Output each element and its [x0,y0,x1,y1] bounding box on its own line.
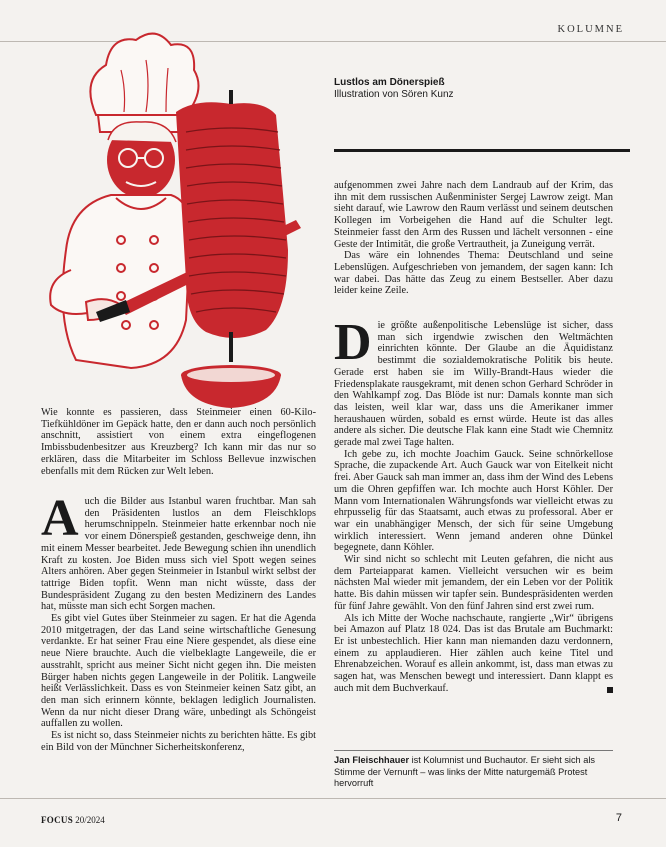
paragraph: Wir sind nicht so schlecht mit Leuten gefahren, die nicht aus dem Parteiapparat kamen. Vielleicht versuchen wir es beim nächsten Mal wieder mit jemandem, der ein Leben vor der Politik hatte. Bis dahin müssen wir tapfer sein. Bundespräsidenten werden für fünf Jahre gewählt. Von den fünf Jahren sind erst zwei rum. [334,554,613,612]
paragraph [334,314,613,449]
author-bio-text: ist Kolumnist und Buchautor. Er sieht sich als Stimme der Vernunft – was links der Mitte naturgemäß Protest hervorruft [334,755,595,788]
caption-title: Lustlos am Dönerspieß [334,77,445,88]
intro-paragraph: Wie konnte es passieren, dass Steinmeier einen 60-Kilo-Tiefkühldöner im Gepäck hatte, den er dann auch noch persönlich anschnitt, assistiert von einem extra eingeflogenen Imbissbudenbesitzer aus Kreuzberg? Ich kann mir das nur so erklären, dass die Mitarbeiter im Schloss Bellevue inzwischen ebenfalls mit dem Rücken zur Welt leben. [41,407,316,477]
bowl-icon [181,365,281,408]
paragraph-text: uch die Bilder aus Istanbul waren fruchtbar. Man sah den Präsidenten lustlos an dem Fleischklops herumschnippeln. Steinmeier hatte erkennbar noch nie vor einem Dönerspieß gestanden, geschweige denn, ihn mit einem Messer bearbeitet. Jede Bewegung schien ihn unendlich Kraft zu kosten. Joe Biden muss sich viel Spott wegen seines Alters anhören. Aber gegen Steinmeier in Istanbul wirkt selbst der tattrige Biden topfit. Wenn man nicht wüsste, dass der Bundespräsident Zugang zu den besten Medizinern des Landes hat, müsste man sich echt Sorgen machen. [41,496,316,613]
doner-spit-icon [176,90,288,362]
page-number: 7 [615,812,622,824]
paragraph-text: Als ich Mitte der Woche nachschaute, rangierte „Wir“ übrigens bei Amazon auf Platz 18 024. Das ist das Brutale am Buchmarkt: Er ist unbestechlich. Hier kann man niemanden dazu verdonnern, einem zu applaudieren. Hier zählen auch keine Titel und Ehrenabzeichen. Worauf es allein ankommt, ist, dass man etwas zu sagen hat, was Menschen bewegt und interessiert. Dann klappt es auch mit dem Buchverkauf. [334,612,613,694]
paragraph: aufgenommen zwei Jahre nach dem Landraub auf der Krim, das ihn mit dem russischen Außenminister Sergej Lawrow zeigt. Man sieht darauf, wie Lawrow den Raum verlässt und seinem deutschen Kollegen im Vorbeigehen die Hand auf die Schulter legt. Steinmeier fasst den Arm des Russen und lächelt versonnen - eine Geste der Intimität, die große Vertrautheit, ja Zuneigung verrät. [334,180,613,250]
section-rubric: KOLUMNE [557,24,624,35]
paragraph [41,490,316,613]
paragraph [334,613,613,695]
end-mark-icon [607,687,613,693]
illustration-caption [334,77,624,101]
paragraph: Das wäre ein lohnendes Thema: Deutschland und seine Lebenslügen. Aufgeschrieben von jemandem, der sagen kann: Ich war dabei. Das hätte das Zeug zu einem Bestseller. Aber dazu leider keine Zeile. [334,250,613,297]
magazine-name: FOCUS [41,815,74,825]
bio-divider [334,750,613,751]
author-name: Jan Fleischhauer [334,755,410,765]
paragraph: Es gibt viel Gutes über Steinmeier zu sagen. Er hat die Agenda 2010 mitgetragen, der das Land seine wirtschaftliche Genesung verdankte. Er hat seiner Frau eine Niere gespendet, als diese eine neue Niere brauchte. Auch die vielbeklagte Langeweile, die er ausstrahlt, spricht aus meiner Sicht nicht gegen ihn. Die meisten Bürger haben nichts gegen Langeweile in der Politik. Langweile heißt Verlässlichkeit. Dass es von Steinmeier keinen Satz gibt, an den man sich erinnern könnte, beklagen lediglich Journalisten. Wenn da nur nicht dieser Drang wäre, unbedingt als Schöngeist auffallen zu wollen. [41,613,316,730]
paragraph-text: ie größte außenpolitische Lebenslüge ist sicher, dass man sich irgendwie zwischen den Weltmächten einrichten könnte. Der Glaube an die Äquidistanz bestimmt die sozialdemokratische Politik bis heute. Gerade erst haben sie im Willy-Brandt-Haus wieder die Friedensplakate rausgekramt, mit denen schon Gerhard Schröder in den Wahlkampf zog. Das Blöde ist nur: Damals konnte man sich das leisten, weil klar war, dass uns die Amerikaner immer heraushauen würden, sobald es ernst würde. Heute ist das alles andere als sicher. Die deutsche Flak kann eine Stadt wie Chemnitz gerade mal zwei Tage halten. [334,320,613,449]
left-column-intro [41,407,316,477]
paragraph: Ich gebe zu, ich mochte Joachim Gauck. Seine schnörkellose Sprache, die zupackende Art. Auch Gauck war von Eitelkeit nicht frei. Aber Gauck sah man immer an, dass ihm der Wind des Lebens um die Ohren gepfiffen war. Ich mochte auch Horst Köhler. Der Mann vom Internationalen Währungsfonds war vielleicht etwas zu ehrpusselig für das Staatsamt, auch etwas zu professoral. Aber er war ein unabhängiger Mensch, der sich für seine Umgebung wirklich interessiert. Wenn jemand anderen ohne Dünkel begegnete, dann Köhler. [334,448,613,554]
footer-issue [41,815,105,825]
footer-divider [0,798,666,799]
chef-face-icon [107,122,176,198]
doner-chef-illustration [26,20,326,410]
caption-credit: Illustration von Sören Kunz [334,89,454,100]
drop-cap: D [334,314,372,371]
paragraph: Es ist nicht so, dass Steinmeier nichts zu berichten hätte. Es gibt ein Bild von der Münchner Sicherheitskonferenz, [41,730,316,753]
issue-number: 20/2024 [75,815,105,825]
right-column [334,314,613,695]
left-column [41,490,316,753]
right-column-top [334,180,613,297]
column-heading-rule [334,149,630,152]
author-bio [334,755,619,790]
drop-cap: A [41,490,79,547]
